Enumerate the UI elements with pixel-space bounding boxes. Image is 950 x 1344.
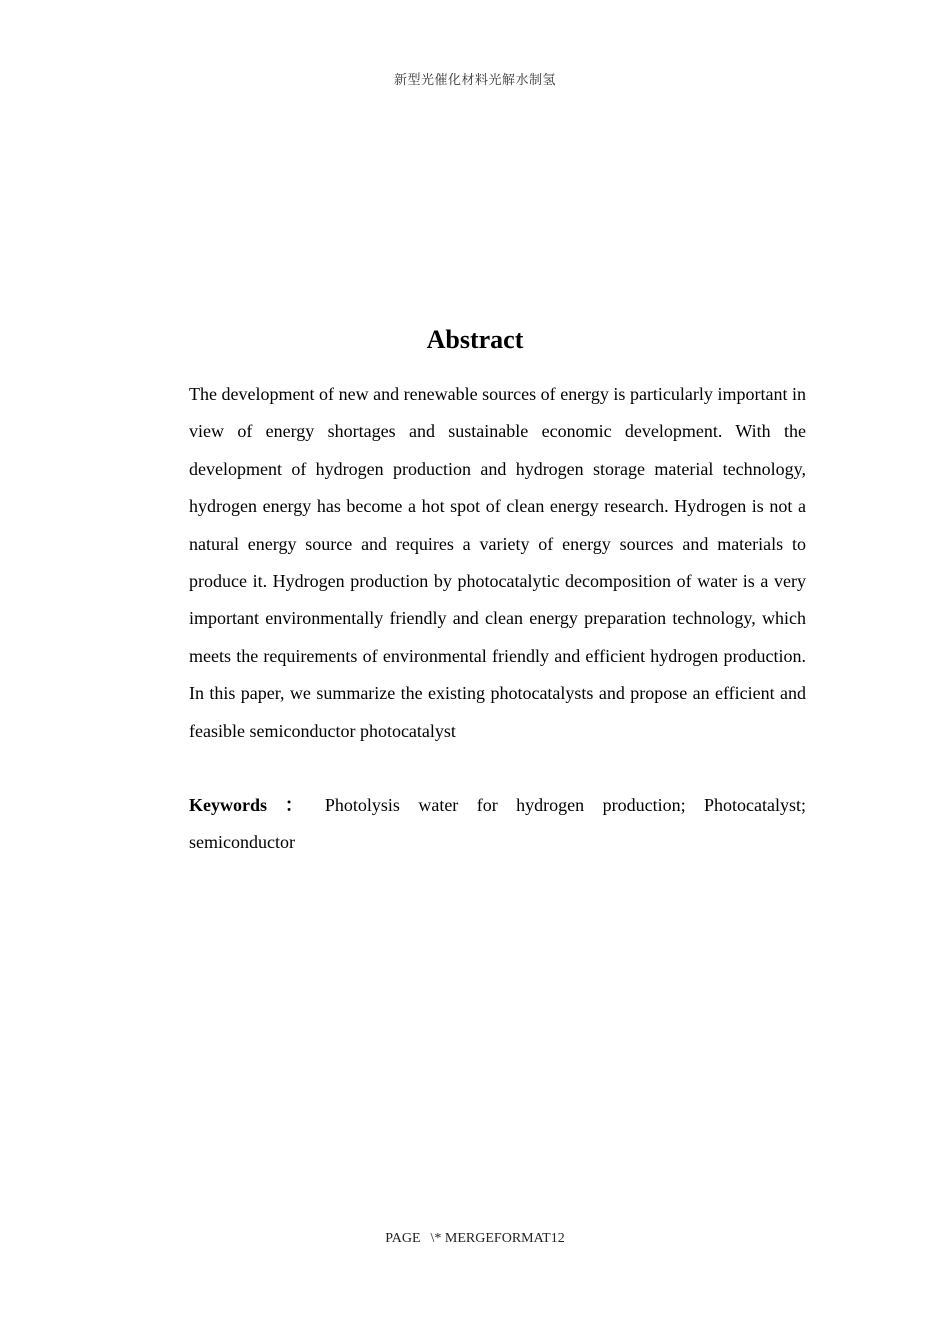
keywords-text: Photolysis water for hydrogen production; Photocatalyst; semiconductor [189,795,806,852]
merge-format-field-code: \* MERGEFORMAT12 [430,1231,565,1246]
keywords-separator: ： [271,795,317,815]
page-footer [0,1231,950,1247]
page-field-code: PAGE [385,1231,421,1246]
abstract-body: The development of new and renewable sources of energy is particularly important in view of energy shortages and sustainable economic development. With the development of hydrogen production and hydrogen storage material technology, hydrogen energy has become a hot spot of clean energy research. Hydrogen is not a natural energy source and requires a variety of energy sources and materials to produce it. Hydrogen production by photocatalytic decomposition of water is a very important environmentally friendly and clean energy preparation technology, which meets the requirements of environmental friendly and efficient hydrogen production. In this paper, we summarize the existing photocatalysts and propose an efficient and feasible semiconductor photocatalyst [189,384,806,741]
abstract-heading: Abstract [426,325,524,354]
keywords-label: Keywords [189,795,267,815]
running-header: 新型光催化材料光解水制氢 [393,73,556,88]
keywords-paragraph [189,787,806,861]
